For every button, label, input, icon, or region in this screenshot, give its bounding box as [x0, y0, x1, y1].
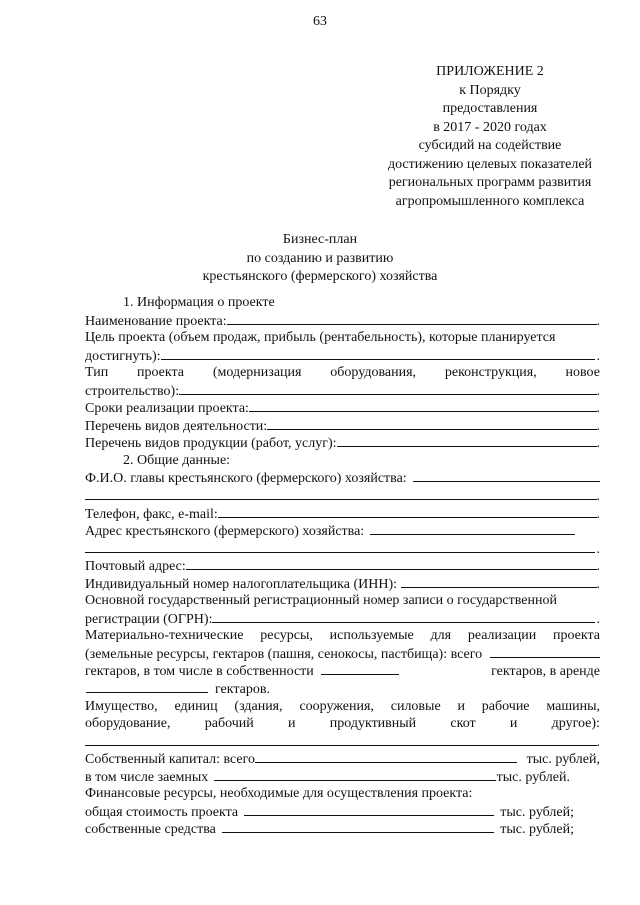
appendix-line: достижению целевых показателей [387, 156, 593, 172]
resources-row-2: (земельные ресурсы, гектаров (пашня, сенокосы, пастбища): всего [85, 645, 600, 663]
page-number: 63 [313, 14, 327, 29]
appendix-header [370, 63, 610, 211]
farm-address-field-2[interactable] [85, 540, 595, 559]
head-name-label: Ф.И.О. главы крестьянского (фермерского) хозяйства: [85, 471, 407, 487]
head-name-row-2: . [85, 487, 600, 505]
products-label: Перечень видов продукции (работ, услуг): [85, 436, 337, 452]
borrowed-field[interactable] [214, 768, 495, 787]
title-line: по созданию и развитию [246, 250, 394, 266]
section-heading-general-data: 2. Общие данные: [123, 452, 231, 468]
appendix-line: в 2017 - 2020 годах [433, 119, 547, 135]
land-owned-field[interactable] [320, 662, 400, 681]
property-row-3: . [85, 733, 600, 751]
timeline-label: Сроки реализации проекта: [85, 401, 249, 417]
head-name-row [85, 469, 600, 487]
phone-row: Телефон, факс, e-mail: . [85, 506, 600, 522]
appendix-line: агропромышленного комплекса [395, 193, 585, 209]
appendix-line: субсидий на содействие [418, 138, 562, 153]
postal-address-row: Почтовый адрес: . [85, 559, 600, 575]
resources-row: Материально-технические ресурсы, используемые для реализации проекта [85, 628, 600, 644]
postal-address-label: Почтовый адрес: [85, 559, 186, 575]
project-type-row: Тип проекта (модернизация оборудования, реконструкция, новое [85, 365, 600, 381]
land-total-field[interactable] [490, 645, 600, 664]
project-type-field[interactable] [179, 382, 596, 401]
financial-label: Финансовые ресурсы, необходимые для осуществления проекта: [85, 786, 473, 802]
farm-address-field[interactable] [370, 522, 575, 541]
document-title [0, 231, 640, 287]
property-field[interactable] [85, 733, 597, 752]
project-goal-row-2: достигнуть): . [85, 348, 600, 364]
products-field[interactable] [337, 434, 597, 453]
total-cost-row: общая стоимость проекта тыс. рублей; [85, 804, 574, 820]
timeline-row: Сроки реализации проекта: . [85, 401, 600, 417]
activities-field[interactable] [267, 417, 596, 436]
ogrn-row-2: регистрации (ОГРН): . [85, 611, 600, 627]
ogrn-field[interactable] [212, 610, 594, 629]
borrowed-label: в том числе заемных [85, 769, 209, 785]
inn-label: Индивидуальный номер налогоплательщика (ИНН): [85, 576, 398, 592]
equity-row: Собственный капитал: всего тыс. рублей, [85, 752, 600, 768]
postal-address-field[interactable] [186, 557, 597, 576]
project-type-row-2: строительство): . [85, 383, 600, 399]
total-cost-label: общая стоимость проекта [85, 804, 239, 820]
products-row: Перечень видов продукции (работ, услуг): . [85, 436, 600, 452]
project-name-row: Наименование проекта: . [85, 313, 600, 329]
project-goal-row [85, 329, 600, 347]
farm-address-label: Адрес крестьянского (фермерского) хозяйства: [85, 524, 365, 540]
equity-label: Собственный капитал: всего [85, 752, 256, 768]
project-goal-field[interactable] [161, 347, 595, 366]
resources-row-4: гектаров. [85, 680, 600, 698]
farm-address-row [85, 522, 600, 540]
appendix-line: ПРИЛОЖЕНИЕ 2 [436, 64, 544, 79]
appendix-line: к Порядку [459, 82, 521, 98]
project-name-label: Наименование проекта: [85, 313, 227, 329]
property-row: Имущество, единиц (здания, сооружения, силовые и рабочие машины, [85, 698, 600, 714]
title-line: крестьянского (фермерского) хозяйства [202, 269, 438, 284]
farm-address-row-2: . [85, 540, 600, 558]
property-row-2: оборудование, рабочий и продуктивный скот и другое): [85, 716, 600, 732]
title-line: Бизнес-план [282, 232, 358, 247]
project-name-field[interactable] [227, 312, 597, 331]
own-funds-row: собственные средства тыс. рублей; [85, 822, 574, 838]
head-name-field[interactable] [413, 469, 600, 488]
appendix-line: региональных программ развития [388, 175, 592, 190]
ogrn-row [85, 592, 600, 610]
borrowed-row: в том числе заемных тыс. рублей. [85, 769, 570, 785]
head-name-field-2[interactable] [85, 487, 597, 506]
activities-row: Перечень видов деятельности: . [85, 418, 600, 434]
activities-label: Перечень видов деятельности: [85, 418, 268, 434]
own-funds-label: собственные средства [85, 822, 216, 838]
land-leased-field[interactable] [85, 680, 209, 699]
inn-row: Индивидуальный номер налогоплательщика (ИНН): . [85, 576, 600, 592]
financial-heading-row [85, 785, 600, 803]
equity-field[interactable] [255, 750, 517, 769]
own-funds-field[interactable] [222, 820, 494, 839]
inn-field[interactable] [401, 575, 596, 594]
total-cost-field[interactable] [244, 803, 494, 822]
timeline-field[interactable] [249, 399, 597, 418]
appendix-line: предоставления [442, 101, 538, 116]
business-plan-form [85, 294, 600, 838]
ogrn-label: Основной государственный регистрационный номер записи о государственной [85, 593, 557, 609]
project-goal-label: Цель проекта (объем продаж, прибыль (рентабельность), которые планируется [85, 330, 556, 346]
resources-row-3: гектаров, в том числе в собственности гектаров, в аренде [85, 664, 600, 680]
section-heading-project-info: 1. Информация о проекте [123, 295, 275, 310]
phone-field[interactable] [218, 505, 597, 524]
phone-label: Телефон, факс, e-mail: [85, 506, 218, 522]
